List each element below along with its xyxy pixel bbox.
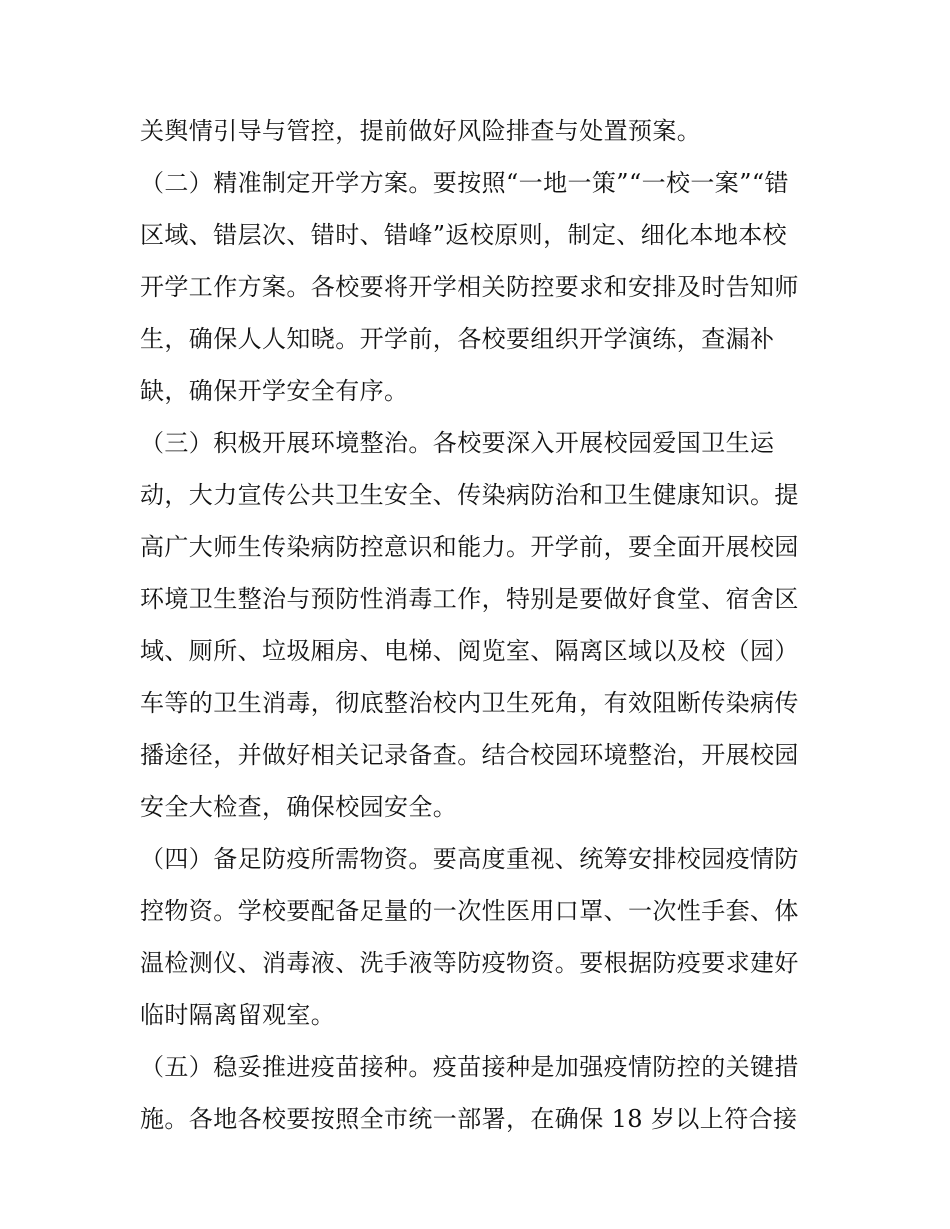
text-line: 安全大检查，确保校园安全。 <box>140 793 458 821</box>
text-line: （五）稳妥推进疫苗接种。疫苗接种是加强疫情防控的关键措 <box>140 1053 799 1081</box>
text-line: 播途径，并做好相关记录备查。结合校园环境整治，开展校园 <box>140 741 799 769</box>
document-body <box>140 105 840 1145</box>
text-line: （三）积极开展环境整治。各校要深入开展校园爱国卫生运 <box>140 429 775 457</box>
text-line: 开学工作方案。各校要将开学相关防控要求和安排及时告知师 <box>140 273 799 301</box>
text-line: 关舆情引导与管控，提前做好风险排查与处置预案。 <box>140 117 702 145</box>
text-line: 临时隔离留观室。 <box>140 1001 336 1029</box>
text-line: （四）备足防疫所需物资。要高度重视、统筹安排校园疫情防 <box>140 845 799 873</box>
text-line: 施。各地各校要按照全市统一部署，在确保 18 岁以上符合接 <box>140 1105 798 1133</box>
text-line: 缺，确保开学安全有序。 <box>140 377 409 405</box>
text-line: 控物资。学校要配备足量的一次性医用口罩、一次性手套、体 <box>140 897 799 925</box>
text-line: 动，大力宣传公共卫生安全、传染病防治和卫生健康知识。提 <box>140 481 799 509</box>
text-line: 环境卫生整治与预防性消毒工作，特别是要做好食堂、宿舍区 <box>140 585 799 613</box>
text-line: 生，确保人人知晓。开学前，各校要组织开学演练，查漏补 <box>140 325 775 353</box>
text-line: 车等的卫生消毒，彻底整治校内卫生死角，有效阻断传染病传 <box>140 689 799 717</box>
text-line: 温检测仪、消毒液、洗手液等防疫物资。要根据防疫要求建好 <box>140 949 799 977</box>
text-line: 高广大师生传染病防控意识和能力。开学前，要全面开展校园 <box>140 533 799 561</box>
text-line: 区域、错层次、错时、错峰”返校原则，制定、细化本地本校 <box>140 221 788 249</box>
text-line: 域、厕所、垃圾厢房、电梯、阅览室、隔离区域以及校（园） <box>140 637 799 665</box>
text-line: （二）精准制定开学方案。要按照“一地一策”“一校一案”“错 <box>140 169 789 197</box>
